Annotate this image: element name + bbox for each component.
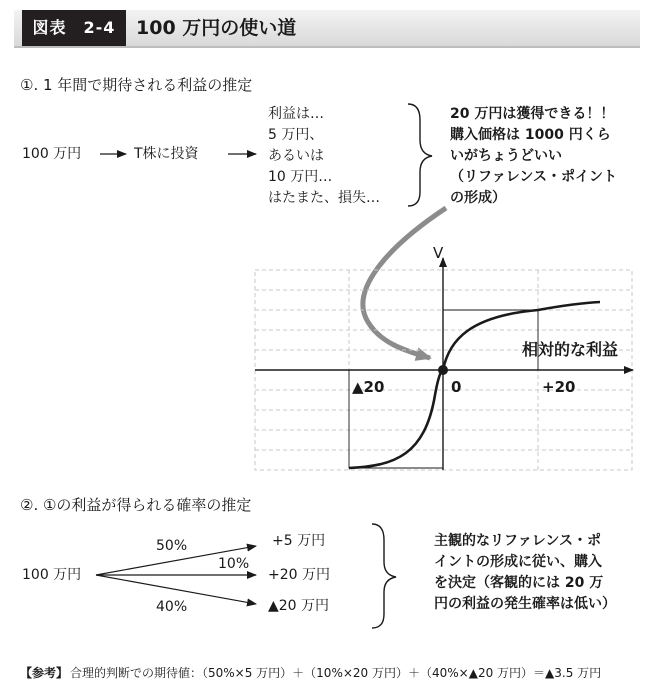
subjective-note: [434, 531, 616, 615]
note-line: 20 万円は獲得できる！！: [450, 106, 615, 122]
prob-10: 10%: [218, 556, 250, 572]
outcome-list: [268, 104, 380, 209]
note-line: イントの形成に従い、購入: [434, 554, 602, 570]
note-line: （リファレンス・ポイント: [450, 169, 617, 185]
outcome-line: あるいは: [268, 148, 324, 164]
outcome-plus20: +20 万円: [268, 567, 330, 583]
gray-curved-arrow: [363, 208, 446, 358]
outcome-line: 10 万円…: [268, 169, 333, 185]
footer-label: 【参考】: [20, 666, 69, 680]
start-amount-2: 100 万円: [22, 567, 82, 583]
outcome-minus20: ▲20 万円: [268, 598, 330, 614]
tick-label-minus20: ▲20: [352, 378, 385, 396]
invest-label: T株に投資: [134, 146, 199, 162]
note-line: を決定（客観的には 20 万: [434, 575, 604, 591]
outcome-line: 利益は…: [268, 106, 324, 122]
prob-40: 40%: [156, 599, 188, 615]
footer-text: 合理的判断での期待値：（50%×5 万円）＋（10%×20 万円）＋（40%×▲20 万円）＝▲3.5 万円: [70, 666, 602, 680]
reference-point-dot: [438, 365, 448, 375]
figure-title: 100 万円の使い道: [136, 17, 297, 39]
outcome-plus5: +5 万円: [272, 533, 326, 549]
note-line: の形成）: [450, 190, 506, 206]
figure-label: 図表 2-4: [22, 10, 126, 46]
tick-label-plus20: +20: [542, 378, 576, 396]
outcome-line: はたまた、損失…: [268, 190, 380, 206]
brace-section2: [372, 524, 396, 628]
note-line: 購入価格は 1000 円くら: [450, 127, 611, 143]
start-amount: 100 万円: [22, 146, 82, 162]
note-line: 円の利益の発生確率は低い）: [434, 596, 616, 612]
note-line: いがちょうどいい: [450, 148, 562, 164]
note-line: 主観的なリファレンス・ポ: [434, 533, 601, 549]
prob-50: 50%: [156, 538, 188, 554]
section1-heading: ①. 1 年間で期待される利益の推定: [20, 76, 253, 94]
brace-section1: [408, 104, 432, 206]
outcome-line: 5 万円、: [268, 127, 324, 143]
tick-label-zero: 0: [451, 378, 462, 396]
section2-heading: ②. ①の利益が得られる確率の推定: [20, 496, 252, 514]
x-axis-label: 相対的な利益: [522, 340, 619, 359]
y-axis-label: V: [433, 244, 444, 262]
reference-point-note: [450, 104, 617, 209]
